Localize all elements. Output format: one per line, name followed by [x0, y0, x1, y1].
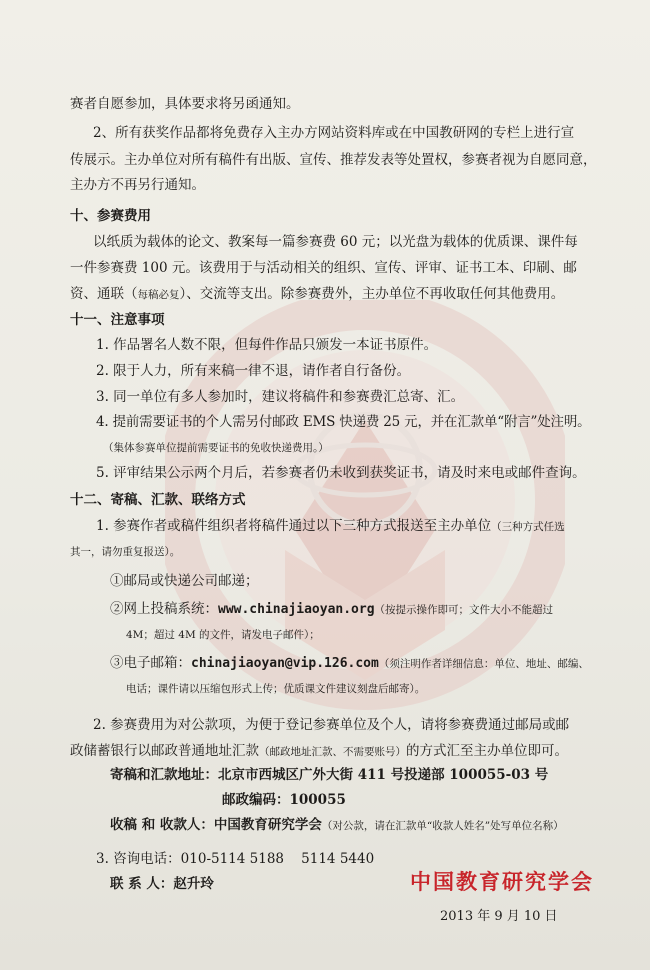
intro-item2-line: 主办方不再另行通知。: [70, 177, 205, 193]
notice-item: 3. 同一单位有多人参加时，建议将稿件和参赛费汇总寄、汇。: [96, 389, 465, 405]
contact-item-note: 其一，请勿重复报送）。: [70, 546, 181, 558]
section-10-line-part: ）、交流等支出。除参赛费外，主办单位不再收取任何其他费用。: [179, 286, 565, 302]
payee: [110, 816, 564, 835]
payment-line: 2. 参赛费用为对公款项，为便于登记参赛单位及个人，请将参赛费通过邮局或邮: [93, 717, 570, 733]
method-email-note: （须注明作者详细信息：单位、地址、邮编、: [378, 658, 589, 670]
section-10-line-part: 资、通联（: [70, 286, 138, 302]
consult-phone: 3. 咨询电话：010-5114 5188 5114 5440: [96, 851, 375, 867]
email-link[interactable]: chinajiaoyan@vip.126.com: [191, 656, 379, 671]
notice-item: 5. 评审结果公示两个月后，若参赛者仍未收到获奖证书，请及时来电或邮件查询。: [96, 465, 586, 481]
contact-item-text: 1. 参赛作者或稿件组织者将稿件通过以下三种方式报送至主办单位: [96, 518, 492, 534]
contact-item-note: （三种方式任选: [491, 521, 565, 533]
section-10-line: 一件参赛费 100 元。该费用于与活动相关的组织、宣传、评审、证书工本、印刷、邮: [70, 260, 577, 276]
section-10-line: [70, 285, 564, 304]
issuing-organization: 中国教育研究学会: [410, 869, 594, 894]
method-online-label: ②网上投稿系统：: [110, 601, 218, 617]
method-post: ①邮局或快递公司邮递；: [110, 573, 259, 589]
section-11-heading: 十一、注意事项: [70, 312, 165, 328]
section-10-heading: 十、参赛费用: [70, 208, 151, 224]
notice-item: 4. 提前需要证书的个人需另付邮政 EMS 快递费 25 元，并在汇款单“附言”处注明。: [96, 414, 591, 430]
contact-item: [96, 517, 565, 536]
submission-url-link[interactable]: www.chinajiaoyan.org: [218, 602, 375, 617]
method-online: [110, 600, 553, 619]
payee-note: （对公款，请在汇款单“收款人姓名”处写单位名称）: [321, 820, 564, 832]
section-12-heading: 十二、寄稿、汇款、联络方式: [70, 492, 246, 508]
payment-line: [70, 742, 568, 761]
section-10-note: 每稿必复: [137, 289, 180, 301]
issue-date: 2013 年 9 月 10 日: [440, 909, 558, 924]
postcode: 邮政编码：100055: [222, 792, 346, 808]
payment-line-part: 政储蓄银行以邮政普通地址汇款: [70, 743, 259, 759]
method-email-note: 电话；课件请以压缩包形式上传；优质课文件建议刻盘后邮寄）。: [126, 683, 426, 695]
payee-label: 收稿 和 收款人：中国教育研究学会: [110, 817, 322, 833]
intro-item2-line: 2、所有获奖作品都将免费存入主办方网站资料库或在中国教研网的专栏上进行宣: [93, 125, 575, 141]
method-online-note: 4M；超过 4M 的文件，请发电子邮件）；: [126, 629, 320, 641]
notice-item-note: （集体参赛单位提前需要证书的免收快递费用。）: [103, 442, 329, 454]
mailing-address: 寄稿和汇款地址：北京市西城区广外大街 411 号投递部 100055-03 号: [110, 767, 549, 783]
payment-line-note: （邮政地址汇款、不需要账号）: [259, 746, 406, 758]
intro-item2-line: 传展示。主办单位对所有稿件有出版、宣传、推荐发表等处置权，参赛者视为自愿同意，: [70, 152, 597, 168]
method-email-label: ③电子邮箱：: [110, 655, 191, 671]
notice-item: 1. 作品署名人数不限，但每件作品只颁发一本证书原件。: [96, 337, 438, 353]
payment-line-part: 的方式汇至主办单位即可。: [406, 743, 568, 759]
method-email: [110, 654, 589, 673]
method-online-note: （按提示操作即可；文件大小不能超过: [374, 604, 554, 616]
section-10-line: 以纸质为载体的论文、教案每一篇参赛费 60 元；以光盘为载体的优质课、课件每: [93, 234, 578, 250]
notice-item: 2. 限于人力，所有来稿一律不退，请作者自行备份。: [96, 363, 411, 379]
contact-person: 联 系 人：赵升玲: [110, 876, 214, 892]
intro-line: 赛者自愿参加，具体要求将另函通知。: [70, 96, 300, 112]
